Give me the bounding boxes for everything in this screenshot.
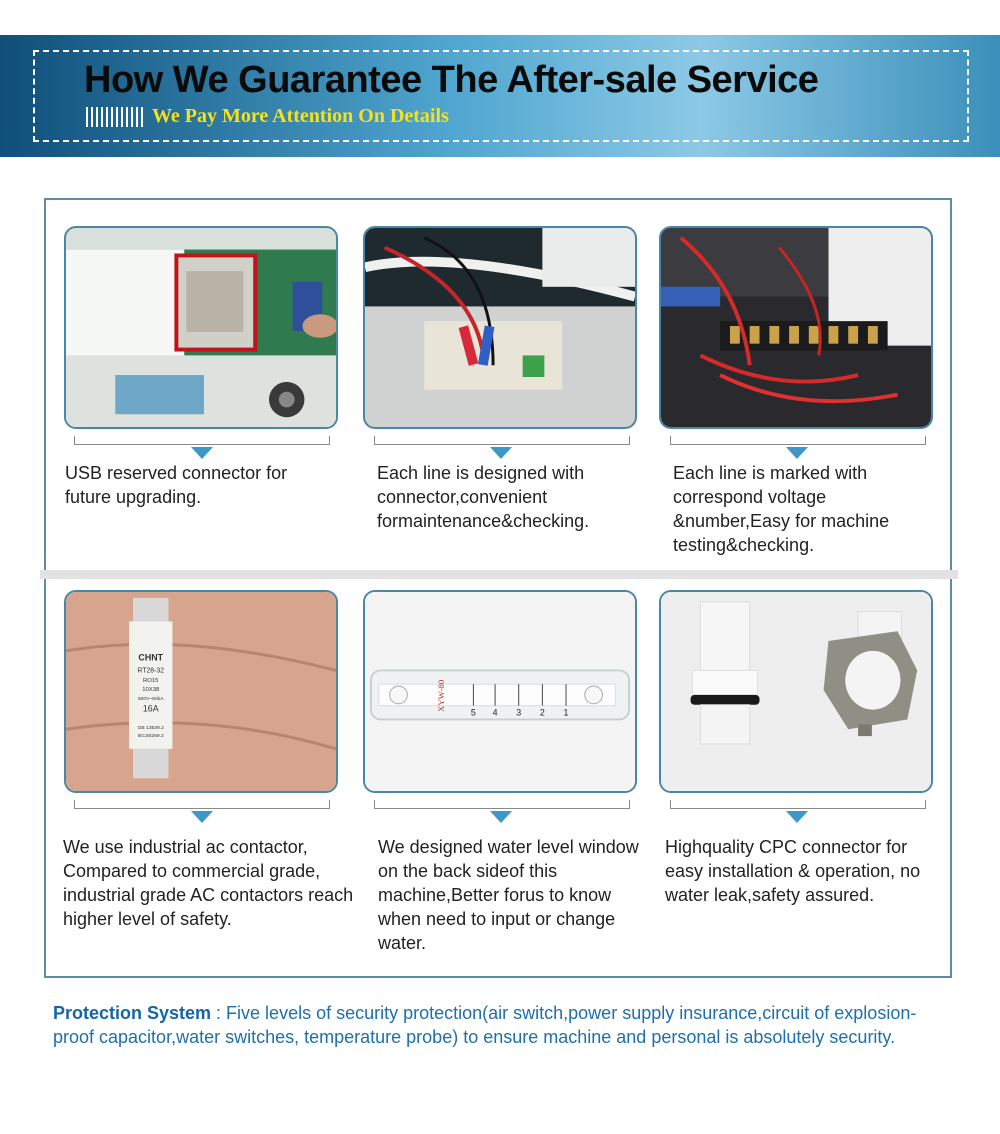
caption-bracket xyxy=(74,800,330,809)
page-title: How We Guarantee The After-sale Service xyxy=(84,59,819,101)
wire-connector-photo xyxy=(363,226,637,429)
fuse-std2-text: IEC60269.2 xyxy=(137,734,164,740)
row-divider xyxy=(40,570,958,579)
water-level-window-photo xyxy=(363,590,637,793)
caption-bracket xyxy=(374,800,630,809)
caption-wire: Each line is designed with connector,convenient formaintenance&checking. xyxy=(377,463,590,531)
fuse-code-text: RO15 xyxy=(143,678,159,685)
fuse-size-text: 10X38 xyxy=(142,687,160,694)
caption-bracket xyxy=(74,436,330,445)
page-subtitle: We Pay More Attention On Details xyxy=(152,105,449,127)
caption-bracket xyxy=(374,436,630,445)
header-banner xyxy=(0,35,1000,157)
protection-system-note xyxy=(53,1001,953,1049)
terminal-block-photo xyxy=(659,226,933,429)
down-arrow-icon xyxy=(191,811,213,823)
protection-label: Protection System xyxy=(53,1003,212,1023)
fuse-brand-text: CHNT xyxy=(138,652,164,663)
caption-bracket xyxy=(670,800,926,809)
caption-cpc: Highquality CPC connector for easy installation & operation, no water leak,safety assured. xyxy=(665,837,921,905)
gauge-tick-label: 4 xyxy=(492,707,498,718)
cpc-connector-photo xyxy=(659,590,933,793)
stripe-bars-icon xyxy=(86,107,146,127)
caption-water-level: We designed water level window on the back sideof this machine,Better forus to know when need to input or change water. xyxy=(378,837,639,953)
fuse-photo xyxy=(64,590,338,793)
down-arrow-icon xyxy=(786,811,808,823)
down-arrow-icon xyxy=(786,447,808,459)
fuse-amp-text: 16A xyxy=(142,703,159,714)
gauge-tick-label: 1 xyxy=(563,707,569,718)
gauge-tick-label: 2 xyxy=(539,707,545,718)
fuse-std-text: GB 13539.2 xyxy=(137,726,164,732)
caption-fuse: We use industrial ac contactor, Compared to commercial grade, industrial grade AC contactors reach higher level of safety. xyxy=(63,837,354,929)
usb-connector-photo xyxy=(64,226,338,429)
caption-bracket xyxy=(670,436,926,445)
fuse-model-text: RT28-32 xyxy=(137,667,165,675)
gauge-label-text: XYW-80 xyxy=(435,679,446,713)
protection-text: : Five levels of security protection(air switch,power supply insurance,circuit of explosion-proof capacitor,water switches, temperature probe) to ensure machine and personal is absolutely security. xyxy=(53,1003,917,1047)
fuse-rating-text: 500V~50kA xyxy=(137,696,164,702)
down-arrow-icon xyxy=(490,447,512,459)
caption-terminal: Each line is marked with correspond voltage &number,Easy for machine testing&checking. xyxy=(673,463,890,555)
down-arrow-icon xyxy=(490,811,512,823)
caption-usb: USB reserved connector for future upgrading. xyxy=(65,463,288,507)
down-arrow-icon xyxy=(191,447,213,459)
gauge-tick-label: 3 xyxy=(516,707,522,718)
gauge-tick-label: 5 xyxy=(470,707,476,718)
